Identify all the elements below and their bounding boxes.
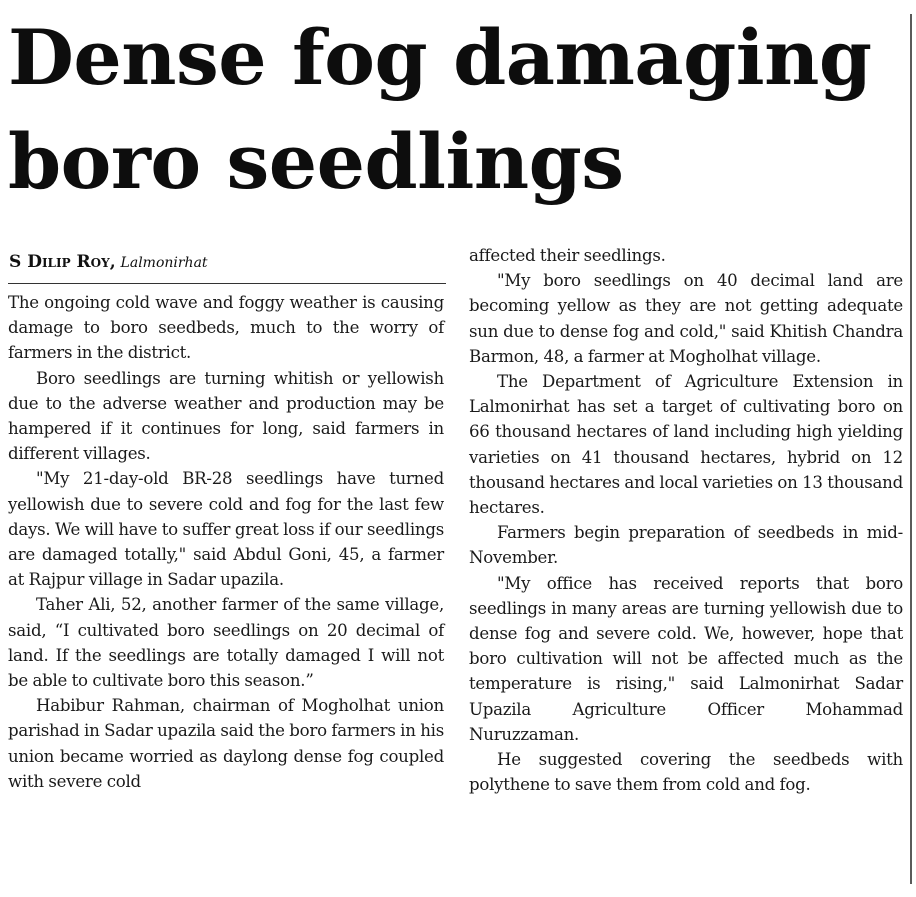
article-column-right	[469, 243, 903, 797]
paragraph: He suggested covering the seedbeds with polythene to save them from cold and fog.	[469, 750, 903, 795]
paragraph-continuation: affected their seedlings.	[469, 246, 666, 265]
paragraph: Boro seedlings are turning whitish or yellowish due to the adverse weather and production may be hampered if it continues for long, said farmers in different villages.	[8, 368, 444, 464]
paragraph: "My 21-day-old BR-28 seedlings have turned yellowish due to severe cold and fog for the last few days. We will have to suffer great loss if our seedlings are damaged totally," said Abdul Goni, 45, a farmer at Rajpur village in Sadar upazila.	[8, 469, 444, 590]
article-column-left	[8, 290, 444, 794]
article-headline: Dense fog damaging boro seedlings	[8, 13, 872, 206]
paragraph: "My office has received reports that boro seedlings in many areas are turning yellowish due to dense fog and severe cold. We, however, hope that boro cultivation will not be affected much as the temperature is rising," said Lalmonirhat Sadar Upazila Agriculture Officer Mohammad Nuruzzaman.	[469, 573, 903, 744]
byline-divider	[8, 283, 446, 284]
paragraph: "My boro seedlings on 40 decimal land are becoming yellow as they are not getting adequate sun due to dense fog and cold," said Khitish Chandra Barmon, 48, a farmer at Mogholhat village.	[469, 271, 903, 366]
article-byline	[9, 252, 208, 273]
byline-author: S Dilip Roy,	[9, 252, 116, 272]
paragraph: Habibur Rahman, chairman of Mogholhat union parishad in Sadar upazila said the boro farmers in his union became worried as daylong dense fog coupled with severe cold	[8, 696, 444, 791]
paragraph: The Department of Agriculture Extension in Lalmonirhat has set a target of cultivating boro on 66 thousand hectares of land including high yielding varieties on 41 thousand hectares, hybrid on 12 thousand hectares and local varieties on 13 thousand hectares.	[469, 372, 903, 518]
paragraph: Taher Ali, 52, another farmer of the same village, said, “I cultivated boro seedlings on 20 decimal of land. If the seedlings are totally damaged I will not be able to cultivate boro this season.”	[8, 595, 444, 691]
paragraph: The ongoing cold wave and foggy weather is causing damage to boro seedbeds, much to the worry of farmers in the district.	[8, 293, 444, 363]
paragraph: Farmers begin preparation of seedbeds in mid-November.	[469, 523, 903, 568]
byline-location: Lalmonirhat	[120, 255, 208, 271]
clipping-edge-line	[910, 14, 912, 884]
